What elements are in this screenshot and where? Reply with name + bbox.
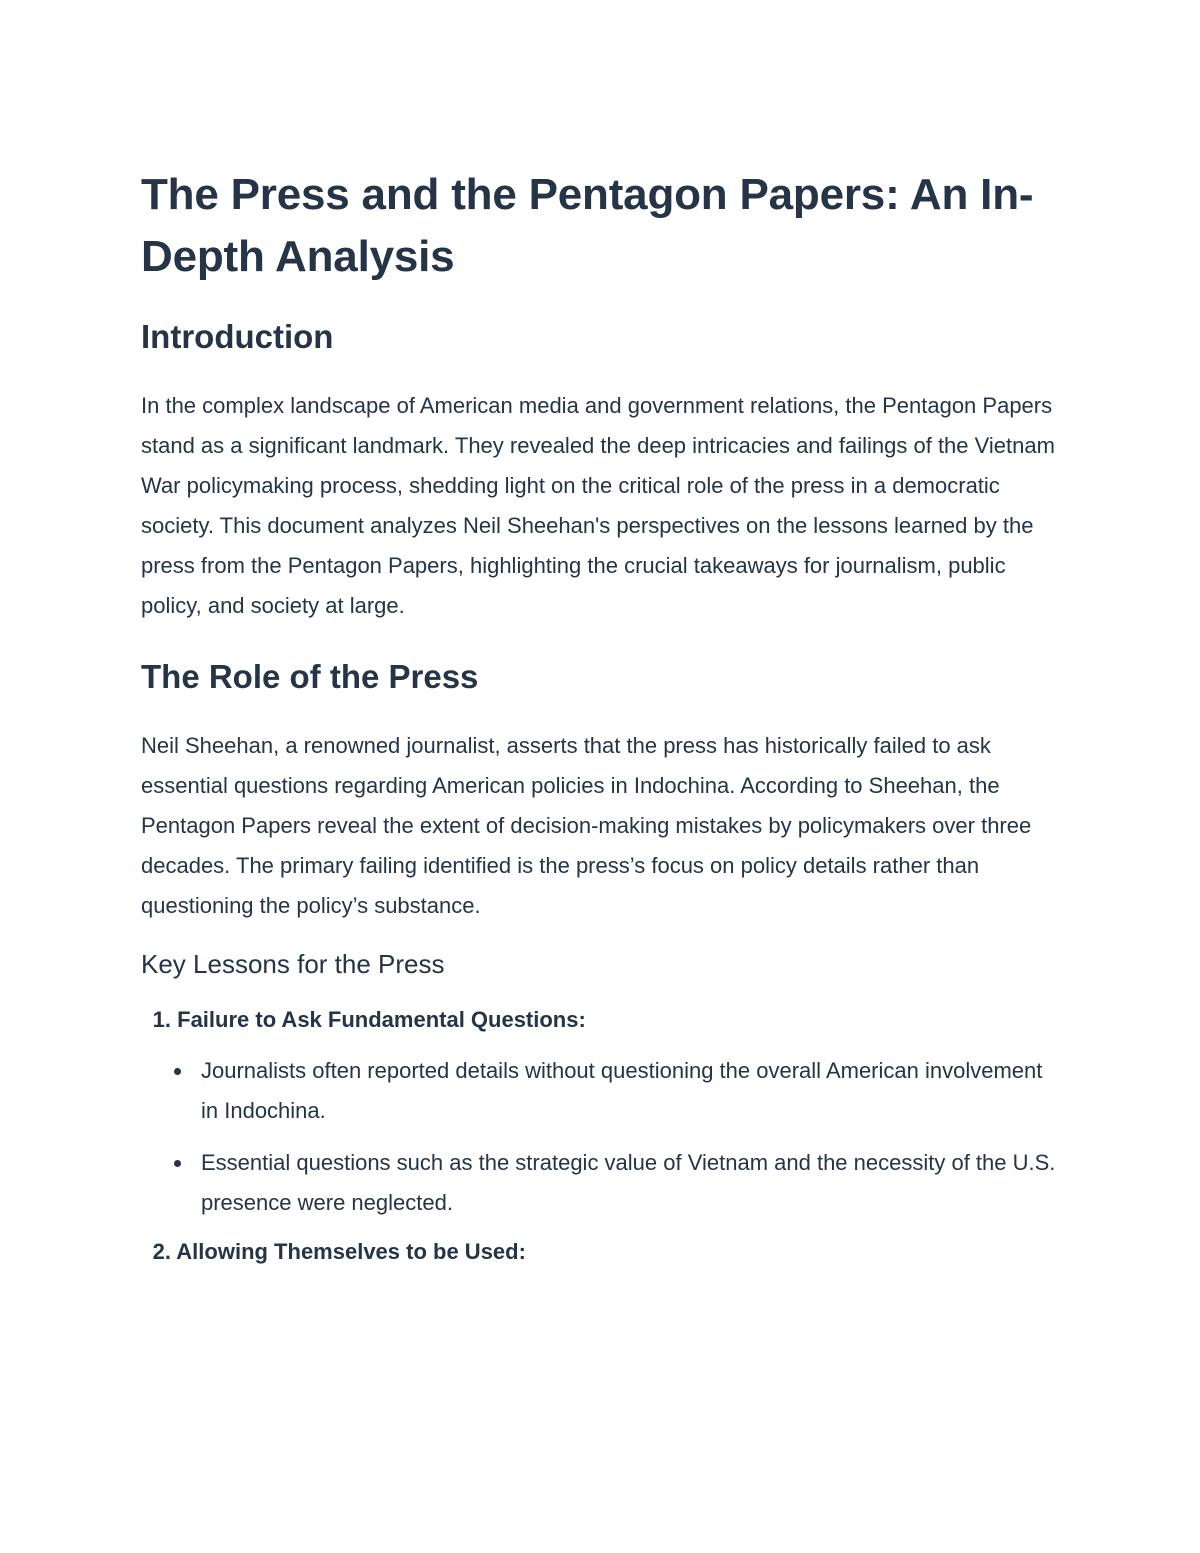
lesson-heading — [141, 1003, 1061, 1037]
list-item — [141, 1235, 1061, 1269]
lesson-heading — [141, 1235, 1061, 1269]
role-of-press-paragraph: Neil Sheehan, a renowned journalist, asserts that the press has historically failed to ask essential questions regarding American policies in Indochina. According to Sheehan, the Pentagon Papers reveal the extent of decision-making mistakes by policymakers over three decades. The primary failing identified is the press’s focus on policy details rather than questioning the policy’s substance. — [141, 733, 1032, 918]
key-lessons-heading: Key Lessons for the Press — [141, 949, 445, 979]
bullet-text: Essential questions such as the strategic value of Vietnam and the necessity of the U.S. presence were neglected. — [201, 1150, 1056, 1215]
list-item — [141, 1003, 1061, 1223]
list-item — [141, 1143, 1061, 1223]
bullet-icon — [174, 1160, 181, 1167]
key-lessons-list — [141, 1003, 1061, 1269]
role-of-press-heading: The Role of the Press — [141, 658, 479, 695]
list-item — [141, 1051, 1061, 1131]
document-page — [141, 164, 1061, 1269]
lesson-number: 2. — [152, 1239, 171, 1264]
lesson-title: Failure to Ask Fundamental Questions: — [177, 1007, 586, 1032]
bullet-text: Journalists often reported details without questioning the overall American involvement in Indochina. — [201, 1058, 1043, 1123]
lesson-bullet-list — [141, 1051, 1061, 1223]
introduction-paragraph: In the complex landscape of American media and government relations, the Pentagon Papers stand as a significant landmark. They revealed the deep intricacies and failings of the Vietnam War policymaking process, shedding light on the critical role of the press in a democratic society. This document analyzes Neil Sheehan's perspectives on the lessons learned by the press from the Pentagon Papers, highlighting the crucial takeaways for journalism, public policy, and society at large. — [141, 393, 1055, 618]
introduction-heading: Introduction — [141, 318, 334, 355]
lesson-title: Allowing Themselves to be Used: — [176, 1239, 526, 1264]
bullet-icon — [174, 1068, 181, 1075]
document-title: The Press and the Pentagon Papers: An In-Depth Analysis — [141, 170, 1034, 281]
lesson-number: 1. — [152, 1007, 171, 1032]
